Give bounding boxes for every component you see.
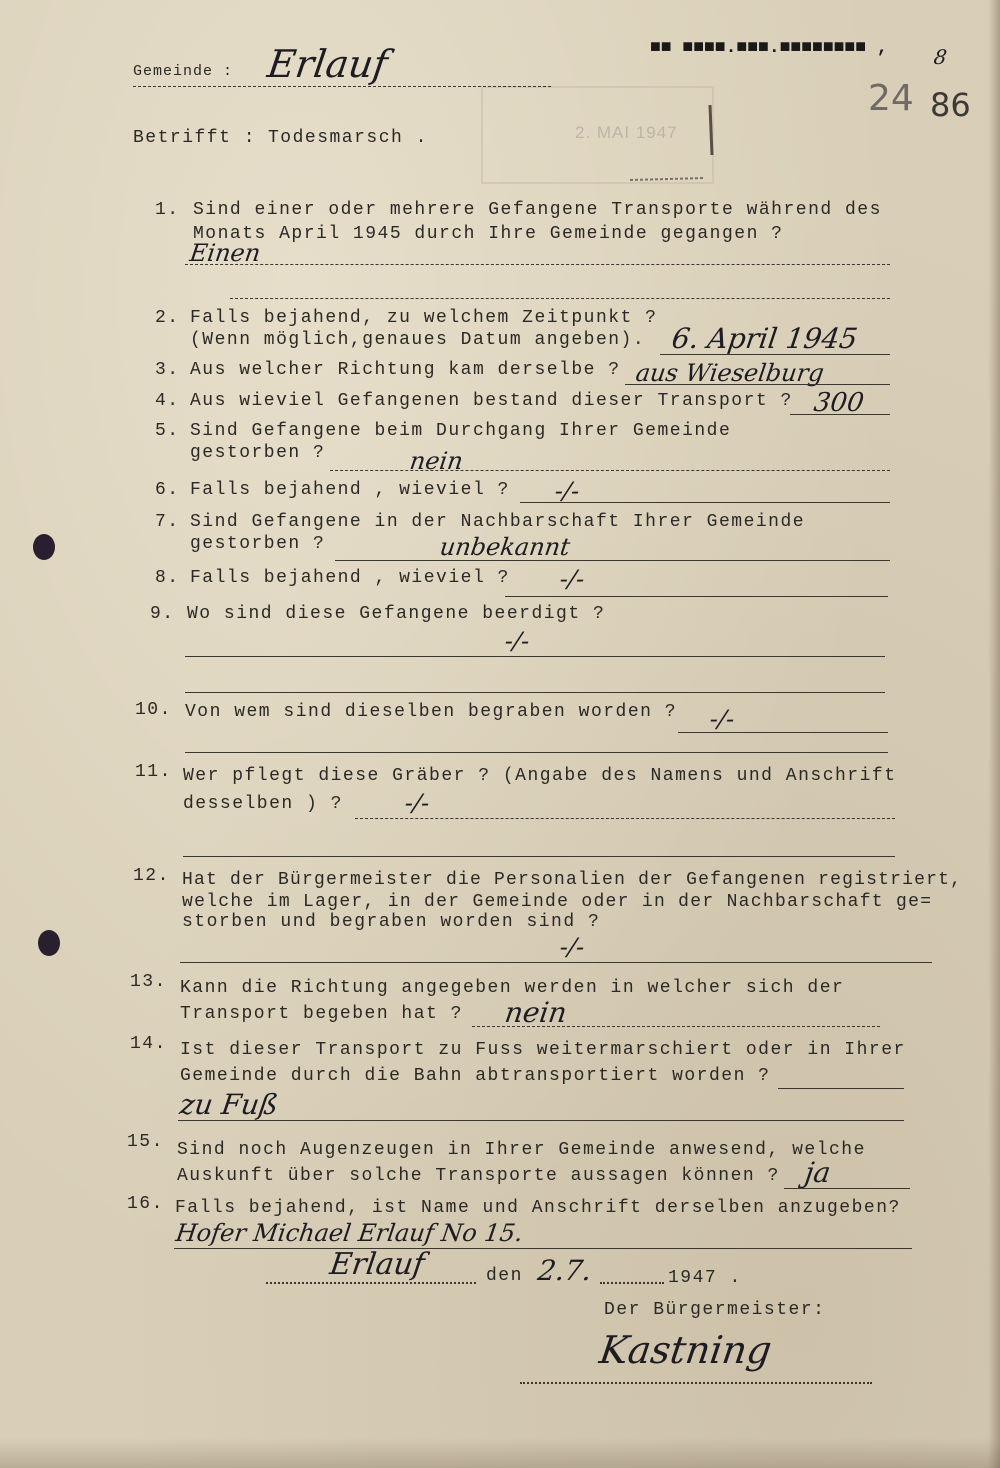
answer-line xyxy=(505,596,888,597)
answer-line xyxy=(185,752,888,753)
question-text: Falls bejahend, zu welchem Zeitpunkt ? xyxy=(190,308,658,328)
answer-line xyxy=(180,962,932,963)
answer-line xyxy=(520,502,890,503)
question-text: gestorben ? xyxy=(190,443,326,463)
answer-line xyxy=(330,470,890,471)
question-number: 5. xyxy=(155,421,180,441)
question-number: 15. xyxy=(127,1132,164,1152)
question-text: welche im Lager, in der Gemeinde oder in der Nachbarschaft ge= xyxy=(182,892,933,912)
answer-handwritten: aus Wieselburg xyxy=(634,359,826,387)
punch-hole-icon xyxy=(33,534,55,560)
answer-line xyxy=(185,264,890,265)
question-number: 12. xyxy=(133,866,170,886)
page-edge-shadow xyxy=(988,0,1000,1468)
answer-handwritten: -/- xyxy=(708,705,737,733)
answer-handwritten: -/- xyxy=(403,789,432,817)
question-text: Transport begeben hat ? xyxy=(180,1004,463,1024)
date-year: 1947 . xyxy=(668,1268,742,1288)
answer-handwritten: 6. April 1945 xyxy=(669,322,860,355)
signature-line xyxy=(520,1382,872,1384)
answer-line xyxy=(790,414,890,415)
answer-line xyxy=(678,732,888,733)
question-number: 16. xyxy=(127,1194,164,1214)
question-number: 14. xyxy=(130,1034,167,1054)
question-text: Wer pflegt diese Gräber ? (Angabe des Namens und Anschrift xyxy=(183,766,897,786)
page-number-small: 8 xyxy=(932,45,949,69)
answer-handwritten: -/- xyxy=(558,565,587,593)
answer-handwritten: unbekannt xyxy=(438,533,572,561)
answer-line xyxy=(660,354,890,355)
answer-line xyxy=(230,298,890,299)
question-text: Hat der Bürgermeister die Personalien der Gefangenen registriert, xyxy=(182,870,963,890)
answer-line xyxy=(183,856,895,857)
question-text: Falls bejahend, ist Name und Anschrift derselben anzugeben? xyxy=(175,1198,901,1218)
answer-line xyxy=(472,1026,880,1027)
betrifft-value: Todesmarsch . xyxy=(268,128,428,148)
question-text: desselben ) ? xyxy=(183,794,343,814)
reference-code: ■■ ■■■■.■■■.■■■■■■■■ , xyxy=(650,38,888,58)
gemeinde-underline xyxy=(133,86,551,87)
answer-line xyxy=(335,560,890,561)
question-text: Monats April 1945 durch Ihre Gemeinde gegangen ? xyxy=(193,224,784,244)
question-number: 6. xyxy=(155,480,180,500)
answer-line xyxy=(778,1088,904,1089)
question-number: 2. xyxy=(155,308,180,328)
answer-line xyxy=(355,818,895,819)
page-bottom-shadow xyxy=(0,1438,1000,1468)
answer-line xyxy=(784,1188,910,1189)
question-number: 8. xyxy=(155,568,180,588)
question-text: storben und begraben worden sind ? xyxy=(182,912,601,932)
answer-line xyxy=(178,1120,904,1121)
answer-handwritten: nein xyxy=(408,447,465,475)
question-number: 9. xyxy=(150,604,175,624)
answer-handwritten: -/- xyxy=(503,627,532,655)
answer-handwritten: zu Fuß xyxy=(177,1088,281,1121)
answer-handwritten: Hofer Michael Erlauf No 15. xyxy=(174,1219,525,1247)
mayor-signature: Kastning xyxy=(596,1328,775,1372)
answer-handwritten: Einen xyxy=(188,239,263,267)
answer-line xyxy=(185,692,885,693)
den-label: den xyxy=(486,1266,523,1286)
question-text: Auskunft über solche Transporte aussagen können ? xyxy=(177,1166,780,1186)
pencil-number: 24 xyxy=(868,78,914,119)
question-text: Kann die Richtung angegeben werden in welcher sich der xyxy=(180,978,845,998)
question-text: Sind Gefangene in der Nachbarschaft Ihrer Gemeinde xyxy=(190,512,806,532)
question-number: 3. xyxy=(155,360,180,380)
answer-line xyxy=(185,656,885,657)
question-number: 11. xyxy=(135,762,172,782)
mayor-title: Der Bürgermeister: xyxy=(604,1300,826,1320)
question-number: 10. xyxy=(135,700,172,720)
question-text: Wo sind diese Gefangene beerdigt ? xyxy=(187,604,606,624)
question-text: Von wem sind dieselben begraben worden ? xyxy=(185,702,678,722)
question-number: 4. xyxy=(155,391,180,411)
question-number: 7. xyxy=(155,512,180,532)
question-text: gestorben ? xyxy=(190,534,326,554)
place-handwritten: Erlauf xyxy=(327,1247,427,1282)
question-number: 1. xyxy=(155,200,180,220)
question-text: Aus welcher Richtung kam derselbe ? xyxy=(190,360,621,380)
answer-handwritten: -/- xyxy=(558,933,587,961)
question-text: Falls bejahend , wieviel ? xyxy=(190,480,510,500)
dotted-line xyxy=(266,1282,476,1284)
page-number: 86 xyxy=(930,86,971,124)
betrifft-label: Betrifft : xyxy=(133,128,257,148)
question-text: Sind Gefangene beim Durchgang Ihrer Gemeinde xyxy=(190,421,732,441)
answer-line xyxy=(174,1248,912,1249)
question-text: (Wenn möglich,genaues Datum angeben). xyxy=(190,330,646,350)
answer-handwritten: -/- xyxy=(553,477,582,505)
answer-handwritten: 300 xyxy=(811,388,866,418)
dotted-line xyxy=(600,1282,664,1284)
question-text: Sind einer oder mehrere Gefangene Transporte während des xyxy=(193,200,882,220)
question-text: Sind noch Augenzeugen in Ihrer Gemeinde anwesend, welche xyxy=(177,1140,866,1160)
answer-handwritten: ja xyxy=(802,1156,833,1189)
question-number: 13. xyxy=(130,972,167,992)
question-text: Aus wieviel Gefangenen bestand dieser Transport ? xyxy=(190,391,793,411)
question-text: Ist dieser Transport zu Fuss weitermarschiert oder in Ihrer xyxy=(180,1040,906,1060)
gemeinde-label: Gemeinde : xyxy=(133,63,234,80)
question-text: Falls bejahend , wieviel ? xyxy=(190,568,510,588)
gemeinde-value: Erlauf xyxy=(264,42,391,86)
punch-hole-icon xyxy=(38,930,60,956)
answer-handwritten: nein xyxy=(502,996,569,1029)
date-handwritten: 2.7. xyxy=(535,1254,594,1287)
stamp-date: 2. MAI 1947 xyxy=(575,123,678,142)
answer-line xyxy=(625,384,890,385)
question-text: Gemeinde durch die Bahn abtransportiert worden ? xyxy=(180,1066,771,1086)
